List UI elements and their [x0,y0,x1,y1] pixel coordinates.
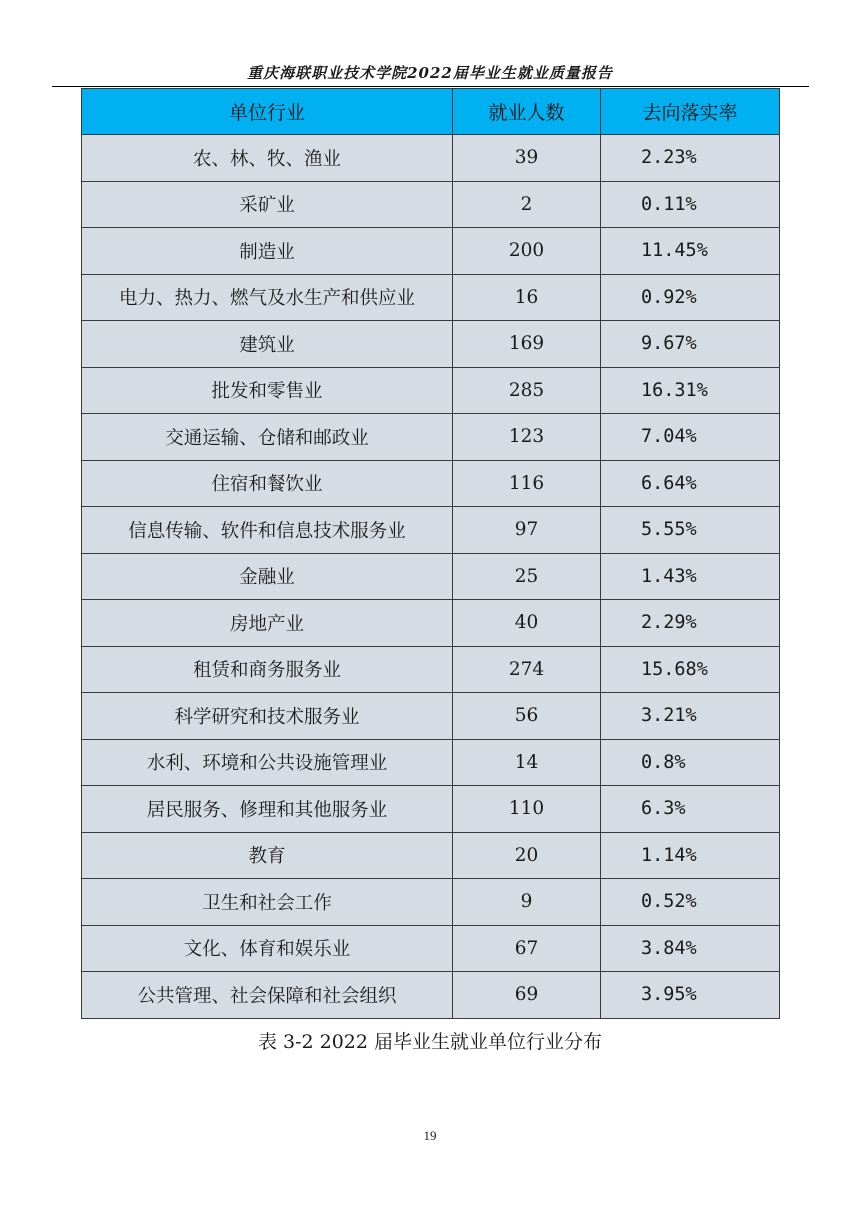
table-row [82,414,780,461]
count-cell: 14 [453,739,601,786]
count-cell: 97 [453,507,601,554]
industry-cell: 住宿和餐饮业 [82,460,453,507]
rate-cell: 6.64% [601,460,780,507]
column-header-industry: 单位行业 [82,89,453,135]
table-row [82,507,780,554]
industry-cell: 科学研究和技术服务业 [82,693,453,740]
count-cell: 39 [453,135,601,182]
table-row [82,181,780,228]
rate-cell: 3.95% [601,972,780,1019]
industry-cell: 电力、热力、燃气及水生产和供应业 [82,274,453,321]
count-cell: 123 [453,414,601,461]
count-cell: 67 [453,925,601,972]
industry-cell: 采矿业 [82,181,453,228]
rate-cell: 11.45% [601,228,780,275]
count-cell: 116 [453,460,601,507]
table-row [82,274,780,321]
table-row [82,321,780,368]
rate-cell: 0.11% [601,181,780,228]
industry-distribution-table [81,88,780,1019]
table-row [82,693,780,740]
count-cell: 56 [453,693,601,740]
table-row [82,646,780,693]
rate-cell: 3.21% [601,693,780,740]
count-cell: 285 [453,367,601,414]
rate-cell: 1.43% [601,553,780,600]
industry-cell: 水利、环境和公共设施管理业 [82,739,453,786]
rate-cell: 9.67% [601,321,780,368]
table-row [82,786,780,833]
table-body [82,135,780,1019]
industry-cell: 建筑业 [82,321,453,368]
table-caption: 表 3-2 2022 届毕业生就业单位行业分布 [257,1031,603,1053]
rate-cell: 15.68% [601,646,780,693]
count-cell: 40 [453,600,601,647]
rate-cell: 1.14% [601,832,780,879]
industry-cell: 教育 [82,832,453,879]
table-row [82,135,780,182]
rate-cell: 16.31% [601,367,780,414]
count-cell: 9 [453,879,601,926]
table-row [82,879,780,926]
table-row [82,228,780,275]
rate-cell: 7.04% [601,414,780,461]
count-cell: 25 [453,553,601,600]
rate-cell: 0.8% [601,739,780,786]
count-cell: 16 [453,274,601,321]
table-row [82,739,780,786]
rate-cell: 2.29% [601,600,780,647]
table-row [82,832,780,879]
header-divider [52,86,809,87]
industry-cell: 公共管理、社会保障和社会组织 [82,972,453,1019]
rate-cell: 0.52% [601,879,780,926]
count-cell: 274 [453,646,601,693]
table-row [82,460,780,507]
rate-cell: 0.92% [601,274,780,321]
column-header-rate: 去向落实率 [601,89,780,135]
count-cell: 200 [453,228,601,275]
rate-cell: 5.55% [601,507,780,554]
count-cell: 110 [453,786,601,833]
count-cell: 169 [453,321,601,368]
rate-cell: 6.3% [601,786,780,833]
page-number: 19 [423,1128,437,1143]
industry-cell: 文化、体育和娱乐业 [82,925,453,972]
table-row [82,925,780,972]
count-cell: 69 [453,972,601,1019]
industry-cell: 农、林、牧、渔业 [82,135,453,182]
industry-cell: 卫生和社会工作 [82,879,453,926]
table-row [82,600,780,647]
table-row [82,972,780,1019]
table-header-row [82,89,780,135]
industry-cell: 信息传输、软件和信息技术服务业 [82,507,453,554]
industry-cell: 租赁和商务服务业 [82,646,453,693]
industry-cell: 批发和零售业 [82,367,453,414]
count-cell: 2 [453,181,601,228]
industry-cell: 居民服务、修理和其他服务业 [82,786,453,833]
industry-cell: 制造业 [82,228,453,275]
industry-cell: 房地产业 [82,600,453,647]
rate-cell: 3.84% [601,925,780,972]
table-row [82,553,780,600]
industry-cell: 金融业 [82,553,453,600]
column-header-count: 就业人数 [453,89,601,135]
table-row [82,367,780,414]
rate-cell: 2.23% [601,135,780,182]
count-cell: 20 [453,832,601,879]
report-header-title: 重庆海联职业技术学院2022届毕业生就业质量报告 [247,64,613,82]
industry-cell: 交通运输、仓储和邮政业 [82,414,453,461]
